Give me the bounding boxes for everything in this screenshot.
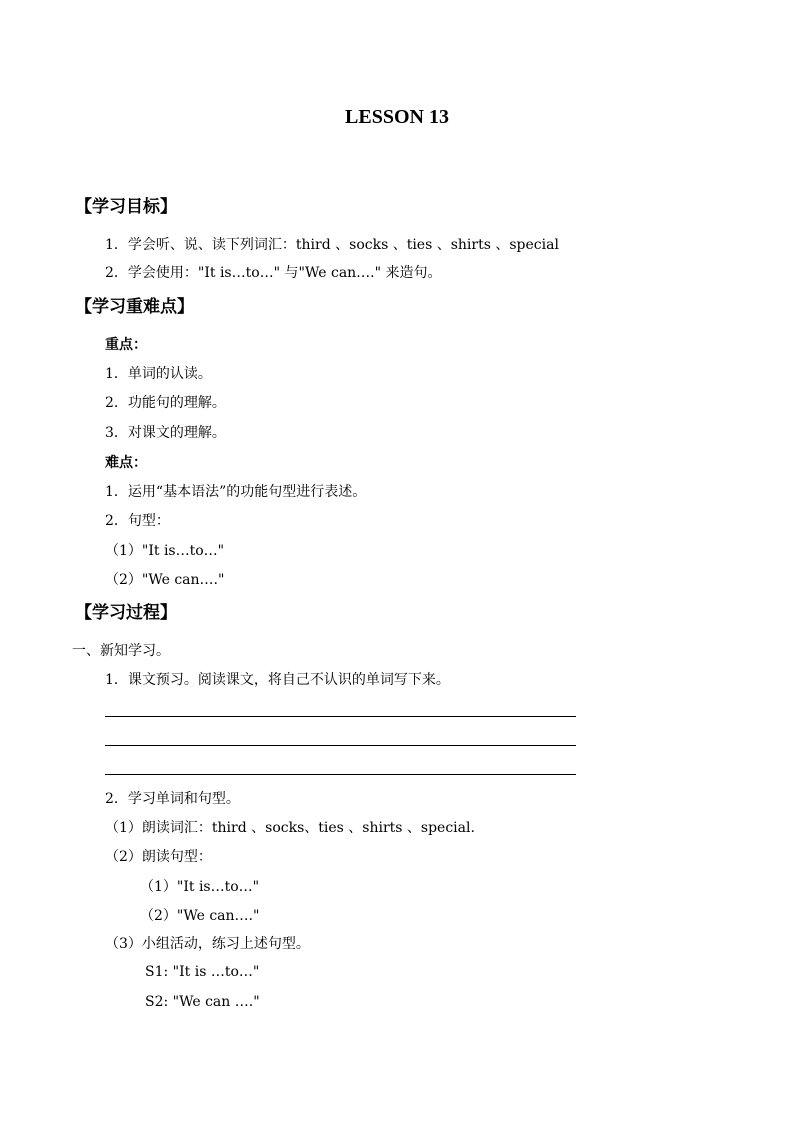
difficult-item-2: 2．句型：	[105, 513, 170, 529]
objective-item-2: 2．学会使用："It is…to…" 与"We can…." 来造句。	[105, 265, 442, 281]
process-heading: 【学习过程】	[75, 603, 177, 623]
pattern-item-1: （1）"It is…to…"	[105, 543, 225, 559]
dialogue-s2: S2: "We can …."	[145, 994, 260, 1010]
objectives-heading: 【学习目标】	[75, 197, 177, 217]
answer-line	[105, 774, 576, 775]
key-label: 重点：	[105, 337, 147, 353]
answer-line	[105, 745, 576, 746]
key-item-1: 1．单词的认读。	[105, 366, 212, 382]
part-one-label: 一、新知学习。	[72, 643, 170, 659]
answer-line	[105, 716, 576, 717]
objective-item-1: 1．学会听、说、读下列词汇：third 、socks 、ties 、shirts 、special	[105, 237, 559, 253]
step-two-item-2: （2）朗读句型：	[105, 849, 212, 865]
key-item-3: 3．对课文的理解。	[105, 425, 226, 441]
step-two: 2．学习单词和句型。	[105, 791, 240, 807]
dialogue-s1: S1: "It is …to…"	[145, 964, 260, 980]
difficult-item-1: 1．运用“基本语法”的功能句型进行表述。	[105, 484, 367, 500]
key-item-2: 2．功能句的理解。	[105, 395, 226, 411]
pattern-item-2: （2）"We can…."	[105, 572, 225, 588]
page-title: LESSON 13	[345, 106, 449, 128]
step-two-pattern-2: （2）"We can…."	[140, 908, 260, 924]
step-two-item-1: （1）朗读词汇：third 、socks、ties 、shirts 、special.	[105, 820, 475, 836]
step-one: 1．课文预习。阅读课文，将自己不认识的单词写下来。	[105, 672, 450, 688]
key-points-heading: 【学习重难点】	[75, 297, 194, 317]
difficult-label: 难点：	[105, 455, 147, 471]
step-two-item-3: （3）小组活动，练习上述句型。	[105, 936, 310, 952]
step-two-pattern-1: （1）"It is…to…"	[140, 879, 260, 895]
